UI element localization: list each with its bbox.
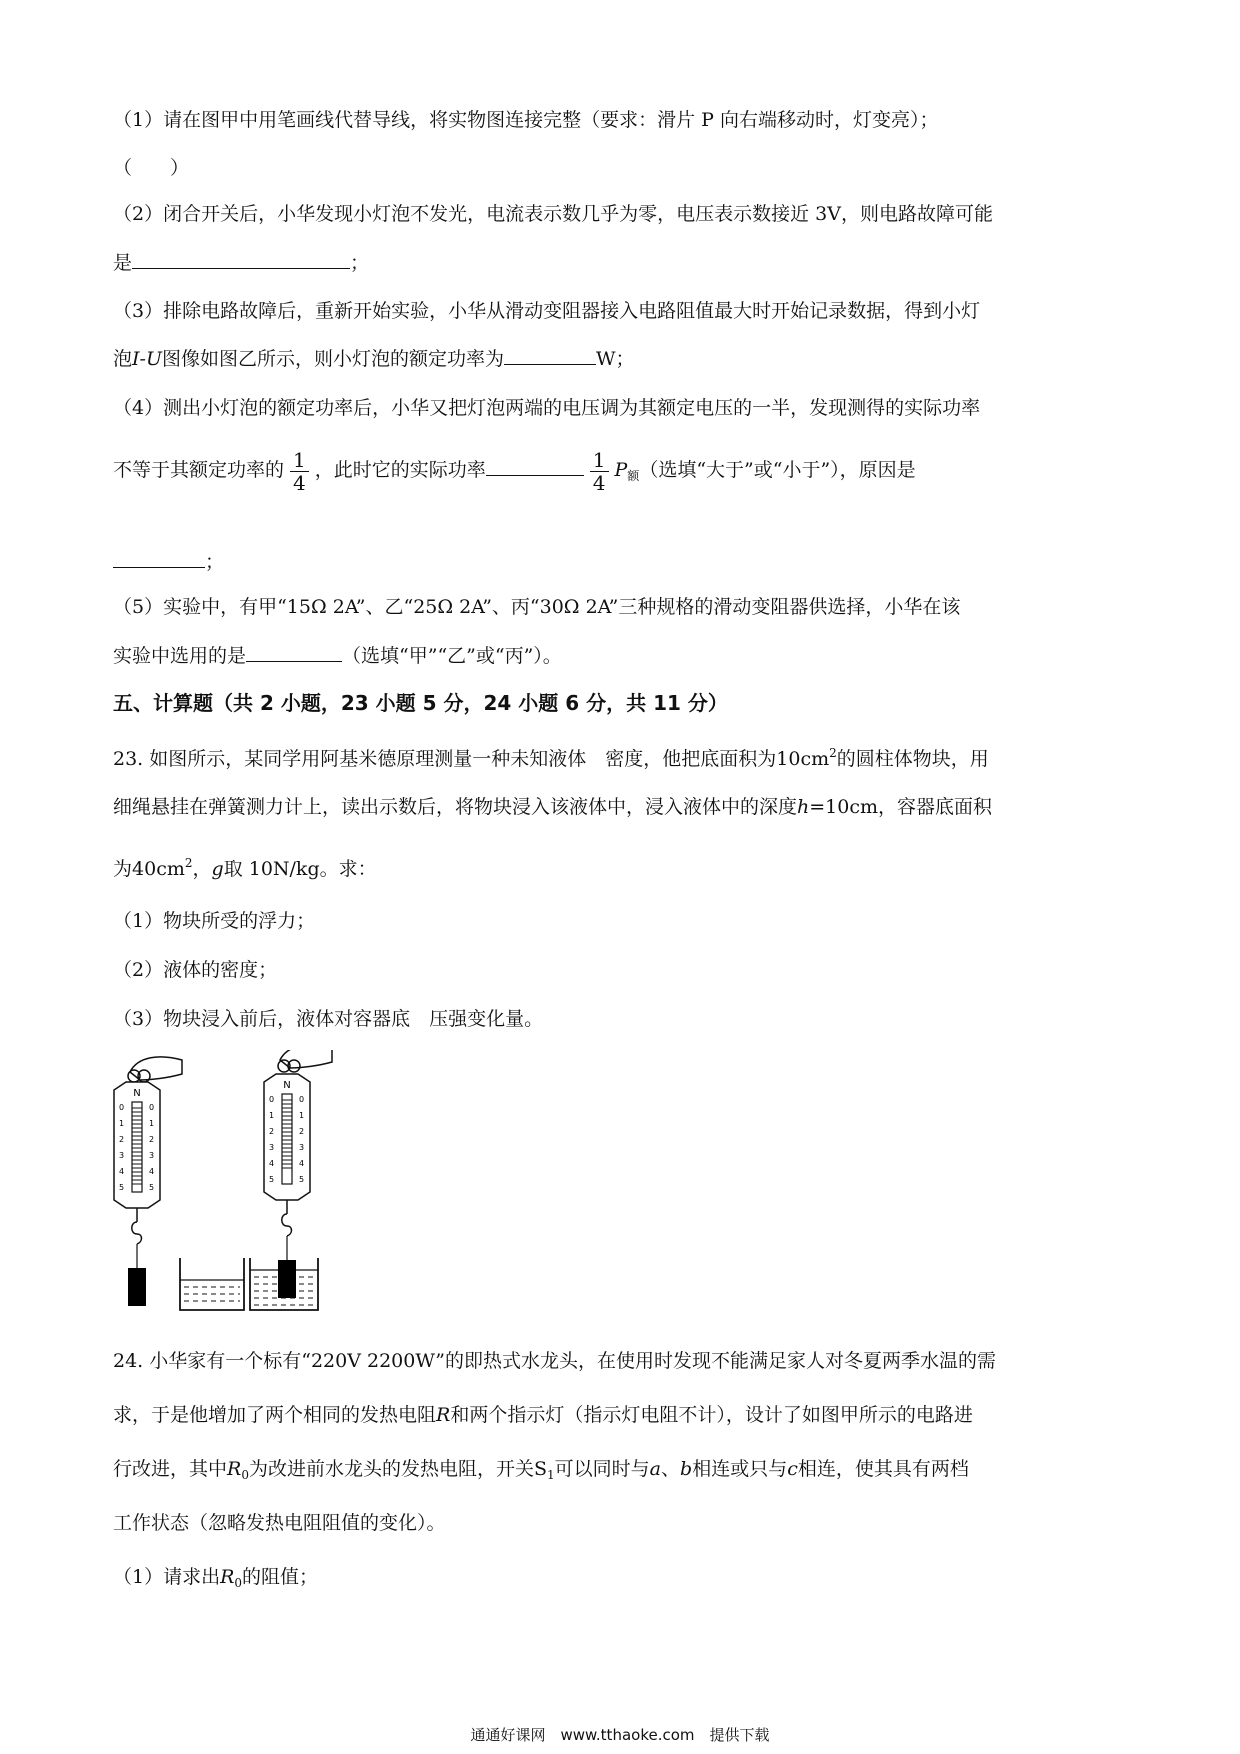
right-spring-balance <box>250 1050 332 1310</box>
q24-line1-text: 24. 小华家有一个标有“220V 2200W”的即热式水龙头，在使用时发现不能满足家人对冬夏两季水温的需 <box>113 1350 996 1372</box>
svg-text:2: 2 <box>119 1135 125 1144</box>
q23-sub2 <box>113 955 1130 985</box>
svg-text:1: 1 <box>299 1111 305 1120</box>
svg-text:5: 5 <box>119 1183 125 1192</box>
q22-part4-line2 <box>113 448 1130 498</box>
q22-part2-line1 <box>113 199 1130 229</box>
q22-part5-text: （5）实验中，有甲“15Ω 2A”、乙“25Ω 2A”、丙“30Ω 2A”三种规格的滑动变阻器供选择，小华在该 <box>113 596 961 618</box>
q24-line3 <box>113 1454 1130 1490</box>
svg-text:1: 1 <box>119 1119 125 1128</box>
q22-part1-answer <box>113 153 1130 183</box>
svg-text:1: 1 <box>269 1111 275 1120</box>
fraction-numerator: 1 <box>590 449 609 472</box>
q22-part3-text: （3）排除电路故障后，重新开始实验，小华从滑动变阻器接入电路阻值最大时开始记录数据，得到小灯 <box>113 300 981 322</box>
spring-balance-figure <box>110 1050 370 1340</box>
q22-part1-answer-text: （ ） <box>113 157 190 179</box>
q22-part3-line2 <box>113 344 1130 374</box>
q23-sub3 <box>113 1004 1130 1034</box>
answer-blank-rheostat[interactable] <box>246 641 342 662</box>
svg-text:4: 4 <box>149 1167 155 1176</box>
q24-line3-mid2: 可以同时与 <box>554 1458 650 1480</box>
q23-line2-post: =10cm，容器底面积 <box>809 796 993 818</box>
svg-text:1: 1 <box>149 1119 155 1128</box>
q22-part4-line3 <box>113 547 1130 577</box>
svg-text:0: 0 <box>119 1103 125 1112</box>
q24-sub1-post: 的阻值； <box>242 1566 319 1588</box>
q23-line2 <box>113 792 1130 822</box>
q23-line3-pre: 为 <box>113 858 133 880</box>
q22-part5-line1 <box>113 592 1130 622</box>
svg-text:4: 4 <box>119 1167 125 1176</box>
q24-sub1-pre: （1）请求出 <box>113 1566 221 1588</box>
q24-line3-post: 相连，使其具有两档 <box>797 1458 969 1480</box>
q22-part4-mid: ，此时它的实际功率 <box>314 459 486 481</box>
block-submerged <box>278 1260 296 1298</box>
q22-part1-text: （1）请在图甲中用笔画线代替导线，将实物图连接完整（要求：滑片 P 向右端移动时，灯变亮）； <box>113 109 939 131</box>
svg-text:3: 3 <box>269 1143 275 1152</box>
q23-sub3-text: （3）物块浸入前后，液体对容器底 压强变化量。 <box>113 1008 544 1030</box>
q23-line1-post: 的圆柱体物块，用 <box>836 748 989 770</box>
switch-subscript: 1 <box>547 1468 555 1482</box>
svg-text:0: 0 <box>149 1103 155 1112</box>
fraction-numerator: 1 <box>290 449 309 472</box>
q24-line2 <box>113 1400 1130 1430</box>
terminal-c: c <box>787 1458 798 1480</box>
svg-text:5: 5 <box>269 1175 275 1184</box>
q23-area-sup: 2 <box>829 746 837 760</box>
q22-part1 <box>113 105 1130 135</box>
q24-sub1 <box>113 1562 1130 1598</box>
switch-symbol: S <box>533 1458 548 1480</box>
q22-part2-line2 <box>113 248 1130 278</box>
q23-sub1 <box>113 906 1130 936</box>
svg-text:0: 0 <box>269 1095 275 1104</box>
q24-line3-mid3: 相连或只与 <box>692 1458 788 1480</box>
q23-container-area: 40cm <box>132 858 185 880</box>
q22-part3-line1 <box>113 296 1130 326</box>
left-spring-balance <box>114 1057 182 1306</box>
q22-part5-line2 <box>113 641 1130 671</box>
block-left <box>128 1268 146 1306</box>
svg-text:5: 5 <box>299 1175 305 1184</box>
q22-part3-post: W； <box>595 348 635 370</box>
q22-part2-pre: 是 <box>113 252 133 274</box>
q24-line3-pre: 行改进，其中 <box>113 1458 228 1480</box>
q22-part2-post: ； <box>350 252 370 274</box>
q22-part4-pre: 不等于其额定功率的 <box>113 459 285 481</box>
hook-icon <box>132 1222 142 1244</box>
q23-line1-pre: 23. 如图所示，某同学用阿基米德原理测量一种未知液体 密度，他把底面积为 <box>113 748 777 770</box>
svg-text:4: 4 <box>299 1159 305 1168</box>
comma: ， <box>192 858 212 880</box>
fraction-denominator: 4 <box>293 470 306 495</box>
r0-subscript: 0 <box>241 1468 249 1482</box>
svg-text:2: 2 <box>299 1127 305 1136</box>
fraction-quarter-2 <box>590 449 609 494</box>
scale-unit-label: N <box>133 1088 141 1099</box>
q22-part3-mid: 图像如图乙所示，则小灯泡的额定功率为 <box>161 348 504 370</box>
q23-line1 <box>113 738 1130 774</box>
svg-text:2: 2 <box>269 1127 275 1136</box>
q23-sub1-text: （1）物块所受的浮力； <box>113 910 316 932</box>
r0-subscript-2: 0 <box>234 1576 243 1590</box>
resistor-symbol: R <box>436 1404 451 1426</box>
q24-line4-text: 工作状态（忽略发热电阻阻值的变化）。 <box>113 1512 446 1534</box>
q24-line4 <box>113 1508 1130 1538</box>
q23-sub2-text: （2）液体的密度； <box>113 959 278 981</box>
power-symbol: P <box>614 459 628 481</box>
q23-area-value: 10cm <box>776 748 830 770</box>
gravity-symbol: g <box>211 858 224 880</box>
hook-icon-2 <box>282 1214 292 1236</box>
r0-symbol: R <box>227 1458 242 1480</box>
terminal-a: a <box>649 1458 661 1480</box>
svg-text:3: 3 <box>299 1143 305 1152</box>
q22-part4-post: （选填“大于”或“小于”），原因是 <box>639 459 916 481</box>
q22-part4-line1 <box>113 393 1130 423</box>
answer-blank-rated-power[interactable] <box>504 344 596 365</box>
svg-text:4: 4 <box>269 1159 275 1168</box>
q22-part5-pre: 实验中选用的是 <box>113 645 247 667</box>
separator: 、 <box>661 1458 681 1480</box>
terminal-b: b <box>680 1458 693 1480</box>
depth-symbol: h <box>797 796 810 818</box>
q22-part4-text: （4）测出小灯泡的额定功率后，小华又把灯泡两端的电压调为其额定电压的一半，发现测得的实际功率 <box>113 397 981 419</box>
page-footer: 通通好课网 www.tthaoke.com 提供下载 <box>470 1726 770 1744</box>
q23-line3-post: 取 10N/kg。求： <box>223 858 377 880</box>
q23-line2-pre: 细绳悬挂在弹簧测力计上，读出示数后，将物块浸入该液体中，浸入液体中的深度 <box>113 796 798 818</box>
svg-text:2: 2 <box>149 1135 155 1144</box>
q24-line2-post: 和两个指示灯（指示灯电阻不计），设计了如图甲所示的电路进 <box>450 1404 973 1426</box>
svg-text:0: 0 <box>299 1095 305 1104</box>
q22-part4-end: ； <box>205 551 225 573</box>
q22-part2-text: （2）闭合开关后，小华发现小灯泡不发光，电流表示数几乎为零，电压表示数接近 3V，则电路故障可能 <box>113 203 993 225</box>
answer-blank-reason[interactable] <box>113 547 205 568</box>
svg-text:5: 5 <box>149 1183 155 1192</box>
r0-symbol-2: R <box>220 1566 235 1588</box>
fraction-denominator: 4 <box>592 470 606 495</box>
scale-unit-label-2: N <box>283 1080 291 1091</box>
q22-part3-pre: 泡 <box>113 348 133 370</box>
iu-label: I-U <box>132 348 162 370</box>
q24-line2-pre: 求，于是他增加了两个相同的发热电阻 <box>113 1404 437 1426</box>
beaker-liquid <box>180 1258 244 1310</box>
power-subscript: 额 <box>627 469 640 483</box>
svg-text:3: 3 <box>119 1151 125 1160</box>
answer-blank-fault[interactable] <box>132 248 350 269</box>
svg-text:3: 3 <box>149 1151 155 1160</box>
q22-part5-post: （选填“甲”“乙”或“丙”）。 <box>342 645 562 667</box>
q24-line3-mid: 为改进前水龙头的发热电阻，开关 <box>248 1458 534 1480</box>
answer-blank-compare[interactable] <box>486 455 584 476</box>
fraction-quarter <box>290 449 309 494</box>
q23-line3 <box>113 848 1130 884</box>
q24-line1 <box>113 1346 1130 1376</box>
section-heading: 五、计算题（共 2 小题，23 小题 5 分，24 小题 6 分，共 11 分） <box>113 691 728 715</box>
q23-container-sup: 2 <box>184 856 193 870</box>
